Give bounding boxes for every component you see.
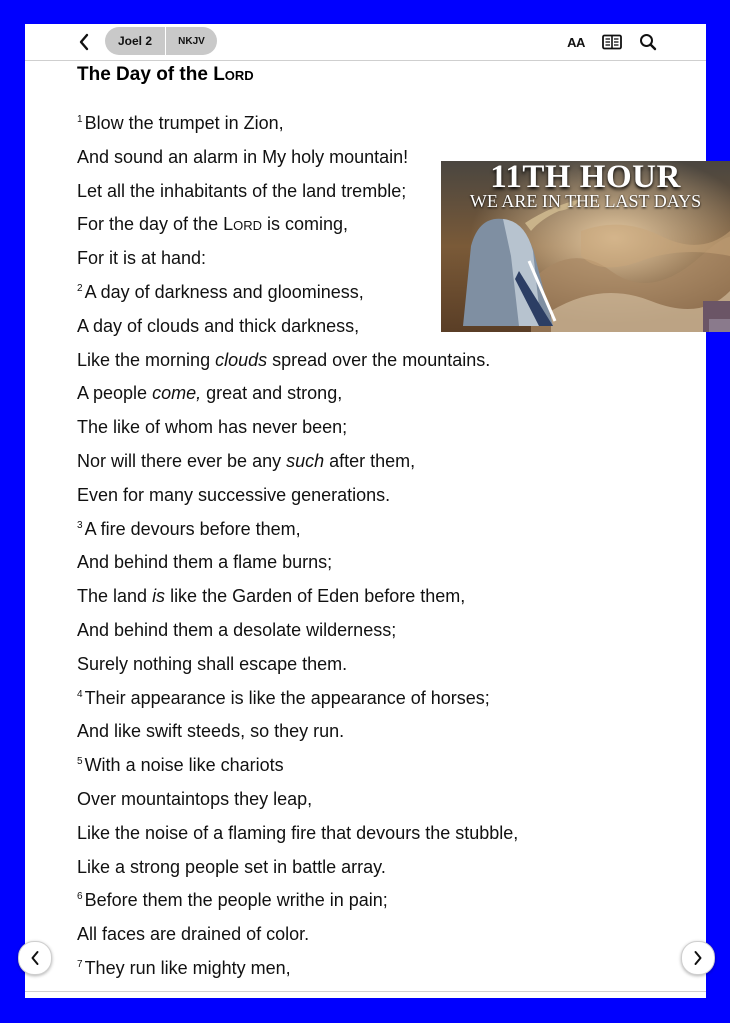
scripture-line[interactable] [77, 549, 677, 583]
scripture-line[interactable] [77, 380, 677, 414]
line-text: Like the noise of a flaming fire that devours the stubble, [77, 822, 519, 843]
verse-number: 7 [77, 958, 83, 970]
line-text: They run like mighty men, [84, 957, 291, 978]
scripture-line[interactable] [77, 854, 677, 888]
scripture-line[interactable] [77, 955, 677, 989]
line-text-italic: such [286, 450, 325, 471]
verse-number: 2 [77, 282, 83, 294]
next-chapter-button[interactable] [681, 941, 715, 975]
chevron-left-icon [30, 950, 40, 966]
previous-chapter-button[interactable] [18, 941, 52, 975]
font-size-icon: AA [567, 34, 585, 50]
line-text-smallcaps: Lord [223, 214, 262, 235]
section-heading-lord: Lord [213, 64, 254, 85]
scripture-line[interactable] [77, 685, 677, 719]
line-text: great and strong, [201, 383, 343, 404]
ad-title: 11TH HOUR [490, 161, 681, 195]
scripture-line[interactable] [77, 516, 677, 550]
line-text: A day of clouds and thick darkness, [77, 315, 360, 336]
section-heading-text: The Day of the [77, 64, 214, 85]
line-text: after them, [324, 450, 416, 471]
top-toolbar [25, 24, 706, 61]
line-text: Their appearance is like the appearance of horses; [84, 687, 490, 708]
chevron-right-icon [693, 950, 703, 966]
line-text: All faces are drained of color. [77, 924, 310, 945]
line-text: Like a strong people set in battle array. [77, 856, 386, 877]
verse-number: 5 [77, 756, 83, 768]
line-text: And behind them a desolate wilderness; [77, 619, 397, 640]
scripture-line[interactable] [77, 752, 677, 786]
line-text: The land [77, 586, 153, 607]
verse-number: 3 [77, 519, 83, 531]
scripture-line[interactable] [77, 786, 677, 820]
scripture-line[interactable] [77, 448, 677, 482]
scripture-line[interactable] [77, 347, 677, 381]
line-text: is coming, [262, 214, 349, 235]
book-open-icon [602, 34, 622, 50]
line-text: With a noise like chariots [84, 755, 284, 776]
line-text: Nor will there ever be any [77, 450, 287, 471]
line-text-italic: come, [152, 383, 202, 404]
scripture-line[interactable] [77, 617, 677, 651]
scripture-line[interactable] [77, 651, 677, 685]
line-text: For it is at hand: [77, 248, 207, 269]
scripture-line[interactable] [77, 414, 677, 448]
ad-banner[interactable] [441, 161, 730, 332]
line-text-italic: clouds [215, 349, 268, 370]
passage-selector [105, 27, 217, 55]
line-text: like the Garden of Eden before them, [165, 586, 466, 607]
line-text: And like swift steeds, so they run. [77, 721, 345, 742]
line-text: A day of darkness and gloominess, [84, 281, 364, 302]
scripture-line[interactable] [77, 820, 677, 854]
section-heading [77, 64, 254, 86]
font-settings-button[interactable] [565, 31, 587, 53]
line-text: And behind them a flame burns; [77, 552, 333, 573]
line-text: Surely nothing shall escape them. [77, 653, 348, 674]
line-text: Before them the people writhe in pain; [84, 890, 388, 911]
verse-number: 4 [77, 688, 83, 700]
line-text-italic: is [152, 586, 166, 607]
line-text: Blow the trumpet in Zion, [84, 113, 284, 133]
verse-number: 1 [77, 114, 83, 125]
line-text: A people [77, 383, 153, 404]
line-text: A fire devours before them, [84, 518, 301, 539]
line-text: And sound an alarm in My holy mountain! [77, 146, 409, 167]
bottom-divider [25, 991, 706, 992]
book-chapter-button[interactable]: Joel 2 [117, 34, 153, 48]
version-button[interactable]: NKJV [165, 27, 217, 55]
line-text: Even for many successive generations. [77, 484, 391, 505]
chevron-left-icon [78, 33, 90, 51]
scripture-line[interactable] [77, 482, 677, 516]
line-text: For the day of the [77, 214, 224, 235]
line-text: Over mountaintops they leap, [77, 788, 313, 809]
reading-view-button[interactable] [601, 31, 623, 53]
scripture-line[interactable] [77, 110, 677, 144]
ad-subtitle: WE ARE IN THE LAST DAYS [469, 191, 702, 211]
back-button[interactable] [75, 30, 93, 54]
scripture-line[interactable] [77, 921, 677, 955]
scripture-line[interactable] [77, 583, 677, 617]
search-icon [639, 33, 657, 51]
line-text: Let all the inhabitants of the land tremble; [77, 180, 407, 201]
scripture-line[interactable] [77, 887, 677, 921]
line-text: Like the morning [77, 349, 216, 370]
scripture-line[interactable] [77, 718, 677, 752]
search-button[interactable] [637, 31, 659, 53]
verse-number: 6 [77, 891, 83, 903]
line-text: spread over the mountains. [267, 349, 491, 370]
line-text: The like of whom has never been; [77, 417, 348, 438]
